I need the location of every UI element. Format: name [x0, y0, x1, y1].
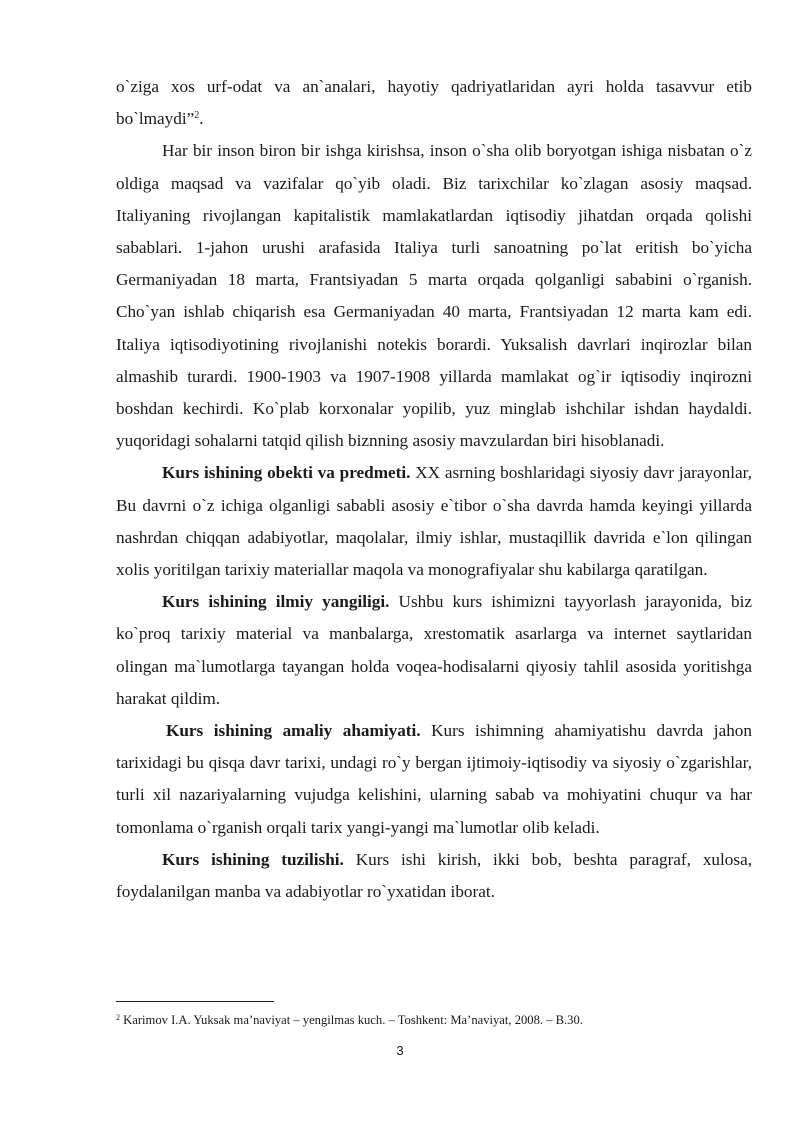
- paragraph-text: Kurs ishi kirish, ikki bob, beshta paragraf, xulosa, foydalanilgan manba va adabiyotlar ro`yxatidan iborat.: [116, 849, 752, 902]
- paragraph-purpose: [116, 135, 752, 457]
- section-heading: Kurs ishining ilmiy yangiligi.: [162, 592, 390, 612]
- paragraph-practical-significance: [116, 715, 752, 844]
- body-text: [116, 71, 752, 908]
- paragraph-text: Har bir inson biron bir ishga kirishsa, inson o`sha olib boryotgan ishiga nisbatan o`z oldiga maqsad va vazifalar qo`yib oladi. Biz tarixchilar ko`zlagan asosiy maqsad. Italiyaning rivojlangan kapitalistik mamlakatlardan iqtisodiy jihatdan orqada qolishi sabablari. 1-jahon urushi arafasida Italiya turli sanoatning po`lat eritish bo`yicha Germaniyadan 18 marta, Frantsiyadan 5 marta orqada qolganligi sababini o`rganish. Cho`yan ishlab chiqarish esa Germaniyadan 40 marta, Frantsiyadan 12 marta kam edi. Italiya iqtisodiyotining rivojlanishi notekis borardi. Yuksalish davrlari inqirozlar bilan almashib turardi. 1900-1903 va 1907-1908 yillarda mamlakat og`ir iqtisodiy inqirozni boshdan kechirdi. Ko`plab korxonalar yopilib, yuz minglab ishchilar ishdan haydaldi. yuqoridagi sohalarni tatqid qilish biznning asosiy mavzulardan biri hisoblanadi.: [116, 141, 752, 451]
- section-heading: Kurs ishining tuzilishi.: [162, 849, 344, 869]
- footnote: [116, 1012, 756, 1028]
- paragraph-structure: [116, 844, 752, 908]
- footnote-separator: [116, 1001, 274, 1002]
- paragraph-text: o`ziga xos urf-odat va an`analari, hayotiy qadriyatlaridan ayri holda tasavvur etib bo`lmaydi”: [116, 77, 752, 129]
- paragraph-punctuation: .: [199, 109, 204, 129]
- paragraph-scientific-novelty: [116, 586, 752, 715]
- paragraph-continuation: [116, 71, 752, 135]
- footnote-marker: 2: [116, 1013, 120, 1022]
- section-heading: Kurs ishining amaliy ahamiyati.: [166, 721, 421, 741]
- footnote-text: Karimov I.A. Yuksak ma’naviyat – yengilmas kuch. – Toshkent: Ma’naviyat, 2008. – B.30.: [120, 1013, 583, 1027]
- paragraph-text: XX asrning boshlaridagi siyosiy davr jarayonlar, Bu davrni o`z ichiga olganligi sababli asosiy e`tibor o`sha davrda hamda keyingi yillarda nashrdan chiqqan adabiyotlar, maqolalar, ilmiy ishlar, mustaqillik davrida e`lon qilingan xolis yoritilgan tarixiy materiallar maqola va monografiyalar shu kabilarga qaratilgan.: [116, 463, 752, 580]
- paragraph-text: Kurs ishimning ahamiyatishu davrda jahon tarixidagi bu qisqa davr tarixi, undagi ro`y bergan ijtimoiy-iqtisodiy va siyosiy o`zgarishlar, turli xil nazariyalarning vujudga kelishini, ularning sabab va mohiyatini chuqur va har tomonlama o`rganish orqali tarix yangi-yangi ma`lumotlar olib keladi.: [116, 721, 752, 837]
- paragraph-object-subject: [116, 457, 752, 586]
- paragraph-text: Ushbu kurs ishimizni tayyorlash jarayonida, biz ko`proq tarixiy material va manbalarga, xrestomatik asarlarga va internet saytlaridan olingan ma`lumotlarga tayangan holda voqea-hodisalarni qiyosiy tahlil asosida yoritishga harakat qildim.: [116, 592, 752, 708]
- section-heading: Kurs ishining obekti va predmeti.: [162, 463, 411, 483]
- page-number: 3: [396, 1043, 404, 1058]
- footnote-reference: 2: [194, 110, 200, 122]
